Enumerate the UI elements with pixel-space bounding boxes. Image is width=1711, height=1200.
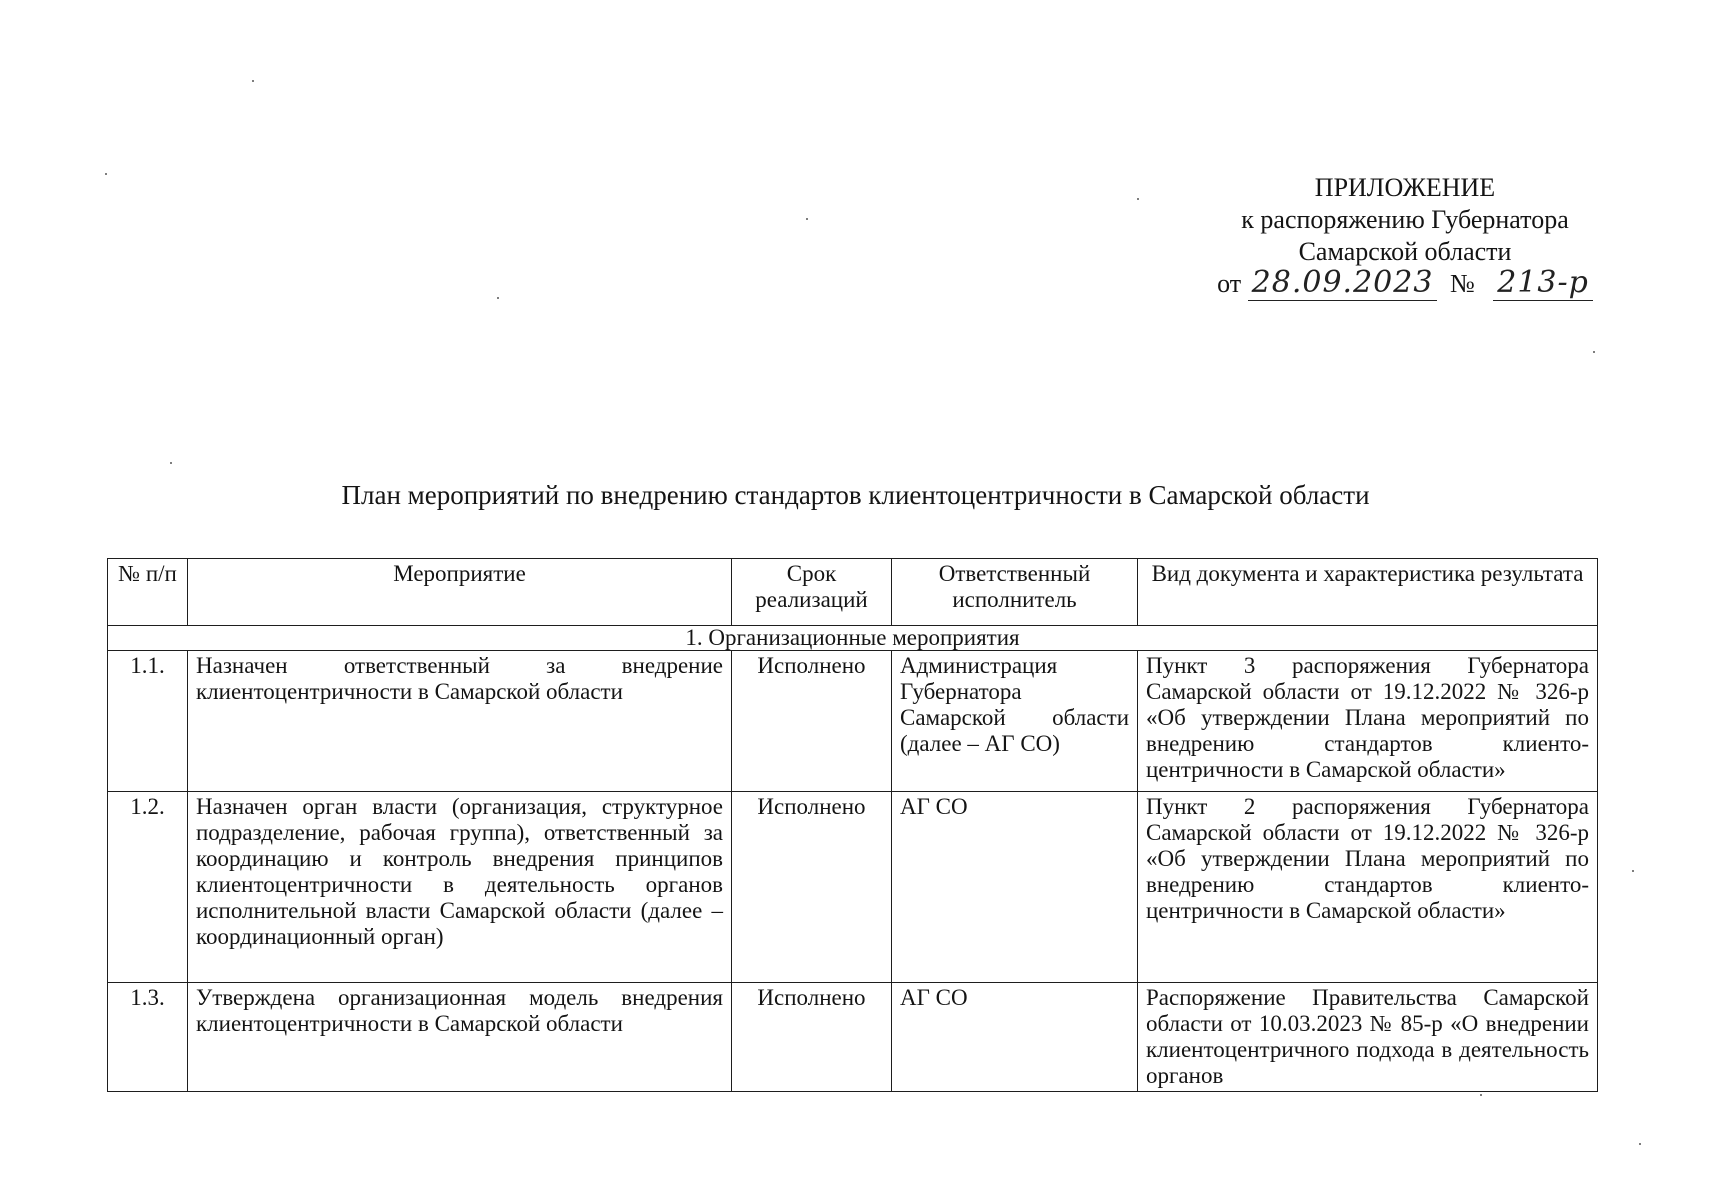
appendix-block	[1180, 172, 1630, 300]
header-event: Мероприятие	[188, 559, 732, 626]
appendix-date-line	[1180, 265, 1630, 300]
row-event: Назначен ответственный за внедрение клиентоцентричности в Самарской области	[188, 651, 732, 792]
header-number: № п/п	[108, 559, 188, 626]
row-deadline: Исполнено	[732, 651, 892, 792]
appendix-heading: ПРИЛОЖЕНИЕ	[1314, 173, 1496, 202]
table-header-row	[108, 559, 1598, 626]
appendix-line-2: к распоряжению Губернатора	[1241, 205, 1569, 234]
row-event: Утверждена организационная модель внедрения клиентоцентричности в Самарской области	[188, 983, 732, 1092]
section-title: 1. Организационные мероприятия	[108, 626, 1598, 651]
header-responsible: Ответственный исполнитель	[892, 559, 1138, 626]
table-row	[108, 983, 1598, 1092]
table-row	[108, 651, 1598, 792]
row-number: 1.2.	[108, 792, 188, 983]
plan-table	[107, 558, 1598, 1092]
row-number: 1.1.	[108, 651, 188, 792]
number-label: №	[1449, 269, 1475, 298]
row-result: Распоряжение Правительства Самарской области от 10.03.2023 № 85-р «О внедрении клиентоцентричного подхода в деятельность органов	[1138, 983, 1598, 1092]
row-result: Пункт 2 распоряжения Губернатора Самарской области от 19.12.2022 № 326-р «Об утверждении Плана мероприятий по внедрению стандартов клиенто-центричности в Самарской области»	[1138, 792, 1598, 983]
header-result: Вид документа и характеристика результата	[1138, 559, 1598, 626]
table-row	[108, 792, 1598, 983]
row-event: Назначен орган власти (организация, структурное подразделение, рабочая группа), ответственный за координацию и контроль внедрения принципов клиентоцентричности в деятельность органов исполнительной власти Самарской области (далее – координационный орган)	[188, 792, 732, 983]
row-responsible: АГ СО	[892, 983, 1138, 1092]
date-prefix: от	[1217, 269, 1242, 298]
row-number: 1.3.	[108, 983, 188, 1092]
appendix-line-3: Самарской области	[1298, 237, 1512, 266]
row-responsible: Администрация Губернатора Самарской области (далее – АГ СО)	[892, 651, 1138, 792]
document-title: План мероприятий по внедрению стандартов клиентоцентричности в Самарской области	[341, 480, 1370, 510]
handwritten-number: 213-р	[1493, 265, 1593, 301]
row-responsible: АГ СО	[892, 792, 1138, 983]
row-deadline: Исполнено	[732, 792, 892, 983]
section-row	[108, 626, 1598, 651]
header-deadline: Срок реализаций	[732, 559, 892, 626]
row-deadline: Исполнено	[732, 983, 892, 1092]
row-result: Пункт 3 распоряжения Губернатора Самарской области от 19.12.2022 № 326-р «Об утверждении Плана мероприятий по внедрению стандартов клиенто-центричности в Самарской области»	[1138, 651, 1598, 792]
handwritten-date: 28.09.2023	[1248, 265, 1438, 301]
